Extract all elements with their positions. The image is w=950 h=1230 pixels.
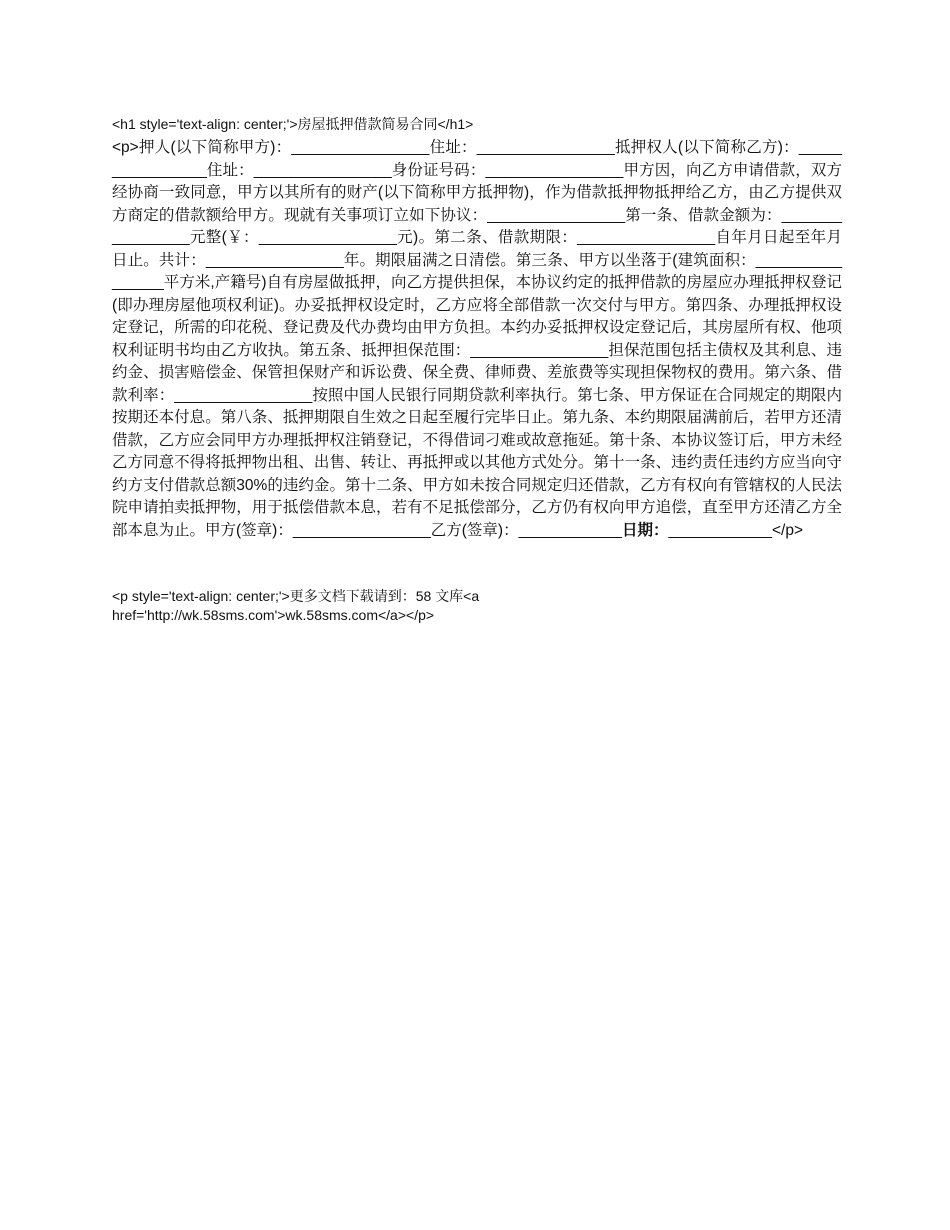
paragraph-close-tag: </p> xyxy=(772,521,804,539)
footer-line-1: <p style='text-align: center;'>更多文档下载请到：58 文库<a xyxy=(112,588,480,604)
date-label: 日期： xyxy=(622,521,669,539)
footer-line-2: href='http://wk.58sms.com'>wk.58sms.com</a></p> xyxy=(112,607,435,623)
contract-body-text: 押人(以下简称甲方)：________________住址：________________抵押权人(以下简称乙方)：________________住址：________________身份证号码：________________甲方因，向乙方申请借款，双方经协商一致同意，甲方以其所有的财产(以下简称甲方抵押物)，作为借款抵押物抵押给乙方，由乙方提供双方商定的借款额给甲方。现就有关事项订立如下协议：________________第一条、借款金额为：________________元整(￥：________________元)。第二条、借款期限：________________自年月日起至年月日止。共计：________________年。期限届满之日清偿。第三条、甲方以坐落于(建筑面积：________________平方米,产籍号)自有房屋做抵押，向乙方提供担保，本协议约定的抵押借款的房屋应办理抵押权登记(即办理房屋他项权利证)。办妥抵押权设定时，乙方应将全部借款一次交付与甲方。第四条、办理抵押权设定登记，所需的印花税、登记费及代办费均由甲方负担。本约办妥抵押权设定登记后，其房屋所有权、他项权利证明书均由乙方收执。第五条、抵押担保范围：________________担保范围包括主债权及其利息、违约金、损害赔偿金、保管担保财产和诉讼费、保全费、律师费、差旅费等实现担保物权的费用。第六条、借款利率：________________按照中国人民银行同期贷款利率执行。第七条、甲方保证在合同规定的期限内按期还本付息。第八条、抵押期限自生效之日起至履行完毕日止。第九条、本约期限届满前后，若甲方还清借款，乙方应会同甲方办理抵押权注销登记，不得借词刁难或故意拖延。第十条、本协议签订后，甲方未经乙方同意不得将抵押物出租、出售、转让、再抵押或以其他方式处分。第十一条、违约责任违约方应当向守约方支付借款总额30%的违约金。第十二条、甲方如未按合同规定归还借款，乙方有权向有管辖权的人民法院申请拍卖抵押物，用于抵偿借款本息，若有不足抵偿部分，乙方仍有权向甲方追偿，直至甲方还清乙方全部本息为止。甲方(签章)：________________乙方(签章)：____________ xyxy=(112,139,842,539)
date-blank: ____________ xyxy=(668,521,772,539)
contract-body-paragraph xyxy=(112,137,842,542)
heading-source-line: <h1 style='text-align: center;'>房屋抵押借款简易合同</h1> xyxy=(112,116,474,132)
footer-source-block xyxy=(112,587,842,625)
paragraph-open-tag: <p> xyxy=(112,139,139,156)
